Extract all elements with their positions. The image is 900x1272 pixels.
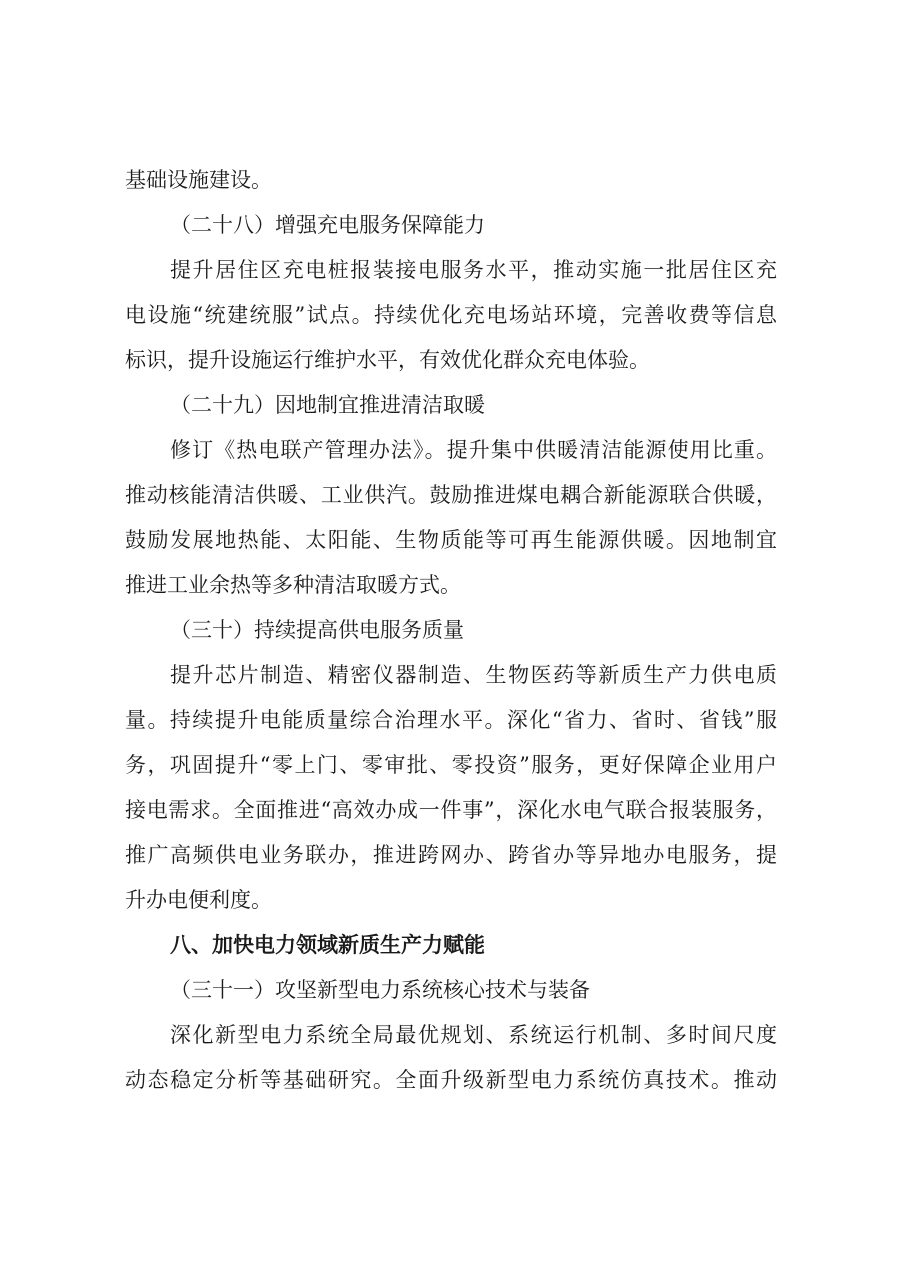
section-heading: （三十）持续提高供电服务质量 xyxy=(170,618,464,642)
chapter-heading: 八、加快电力领域新质生产力赋能 xyxy=(170,933,485,957)
text-line: 鼓励发展地热能、太阳能、生物质能等可再生能源供暖。因地制宜 xyxy=(125,528,777,552)
section-heading: （三十一）攻坚新型电力系统核心技术与装备 xyxy=(170,978,590,1002)
text-line: 基础设施建设。 xyxy=(125,168,272,192)
text-line: 量。持续提升电能质量综合治理水平。深化“省力、省时、省钱”服 xyxy=(125,708,777,732)
text-line: 标识，提升设施运行维护水平，有效优化群众充电体验。 xyxy=(125,348,650,372)
text-line: 修订《热电联产管理办法》。提升集中供暖清洁能源使用比重。 xyxy=(170,438,777,462)
text-line: 深化新型电力系统全局最优规划、系统运行机制、多时间尺度 xyxy=(170,1023,777,1047)
text-line: 提升居住区充电桩报装接电服务水平，推动实施一批居住区充 xyxy=(170,258,777,282)
text-line: 推进工业余热等多种清洁取暖方式。 xyxy=(125,573,461,597)
text-line: 动态稳定分析等基础研究。全面升级新型电力系统仿真技术。推动 xyxy=(125,1068,777,1092)
text-line: 接电需求。全面推进“高效办成一件事”，深化水电气联合报装服务， xyxy=(125,798,777,822)
text-line: 务，巩固提升“零上门、零审批、零投资”服务，更好保障企业用户 xyxy=(125,753,777,777)
text-line: 提升芯片制造、精密仪器制造、生物医药等新质生产力供电质 xyxy=(170,663,777,687)
text-line: 推广高频供电业务联办，推进跨网办、跨省办等异地办电服务，提 xyxy=(125,843,777,867)
text-line: 电设施“统建统服”试点。持续优化充电场站环境，完善收费等信息 xyxy=(125,303,777,327)
document-body xyxy=(125,158,777,1103)
section-heading: （二十九）因地制宜推进清洁取暖 xyxy=(170,393,485,417)
section-heading: （二十八）增强充电服务保障能力 xyxy=(170,213,485,237)
text-line: 推动核能清洁供暖、工业供汽。鼓励推进煤电耦合新能源联合供暖， xyxy=(125,483,777,507)
text-line: 升办电便利度。 xyxy=(125,888,272,912)
